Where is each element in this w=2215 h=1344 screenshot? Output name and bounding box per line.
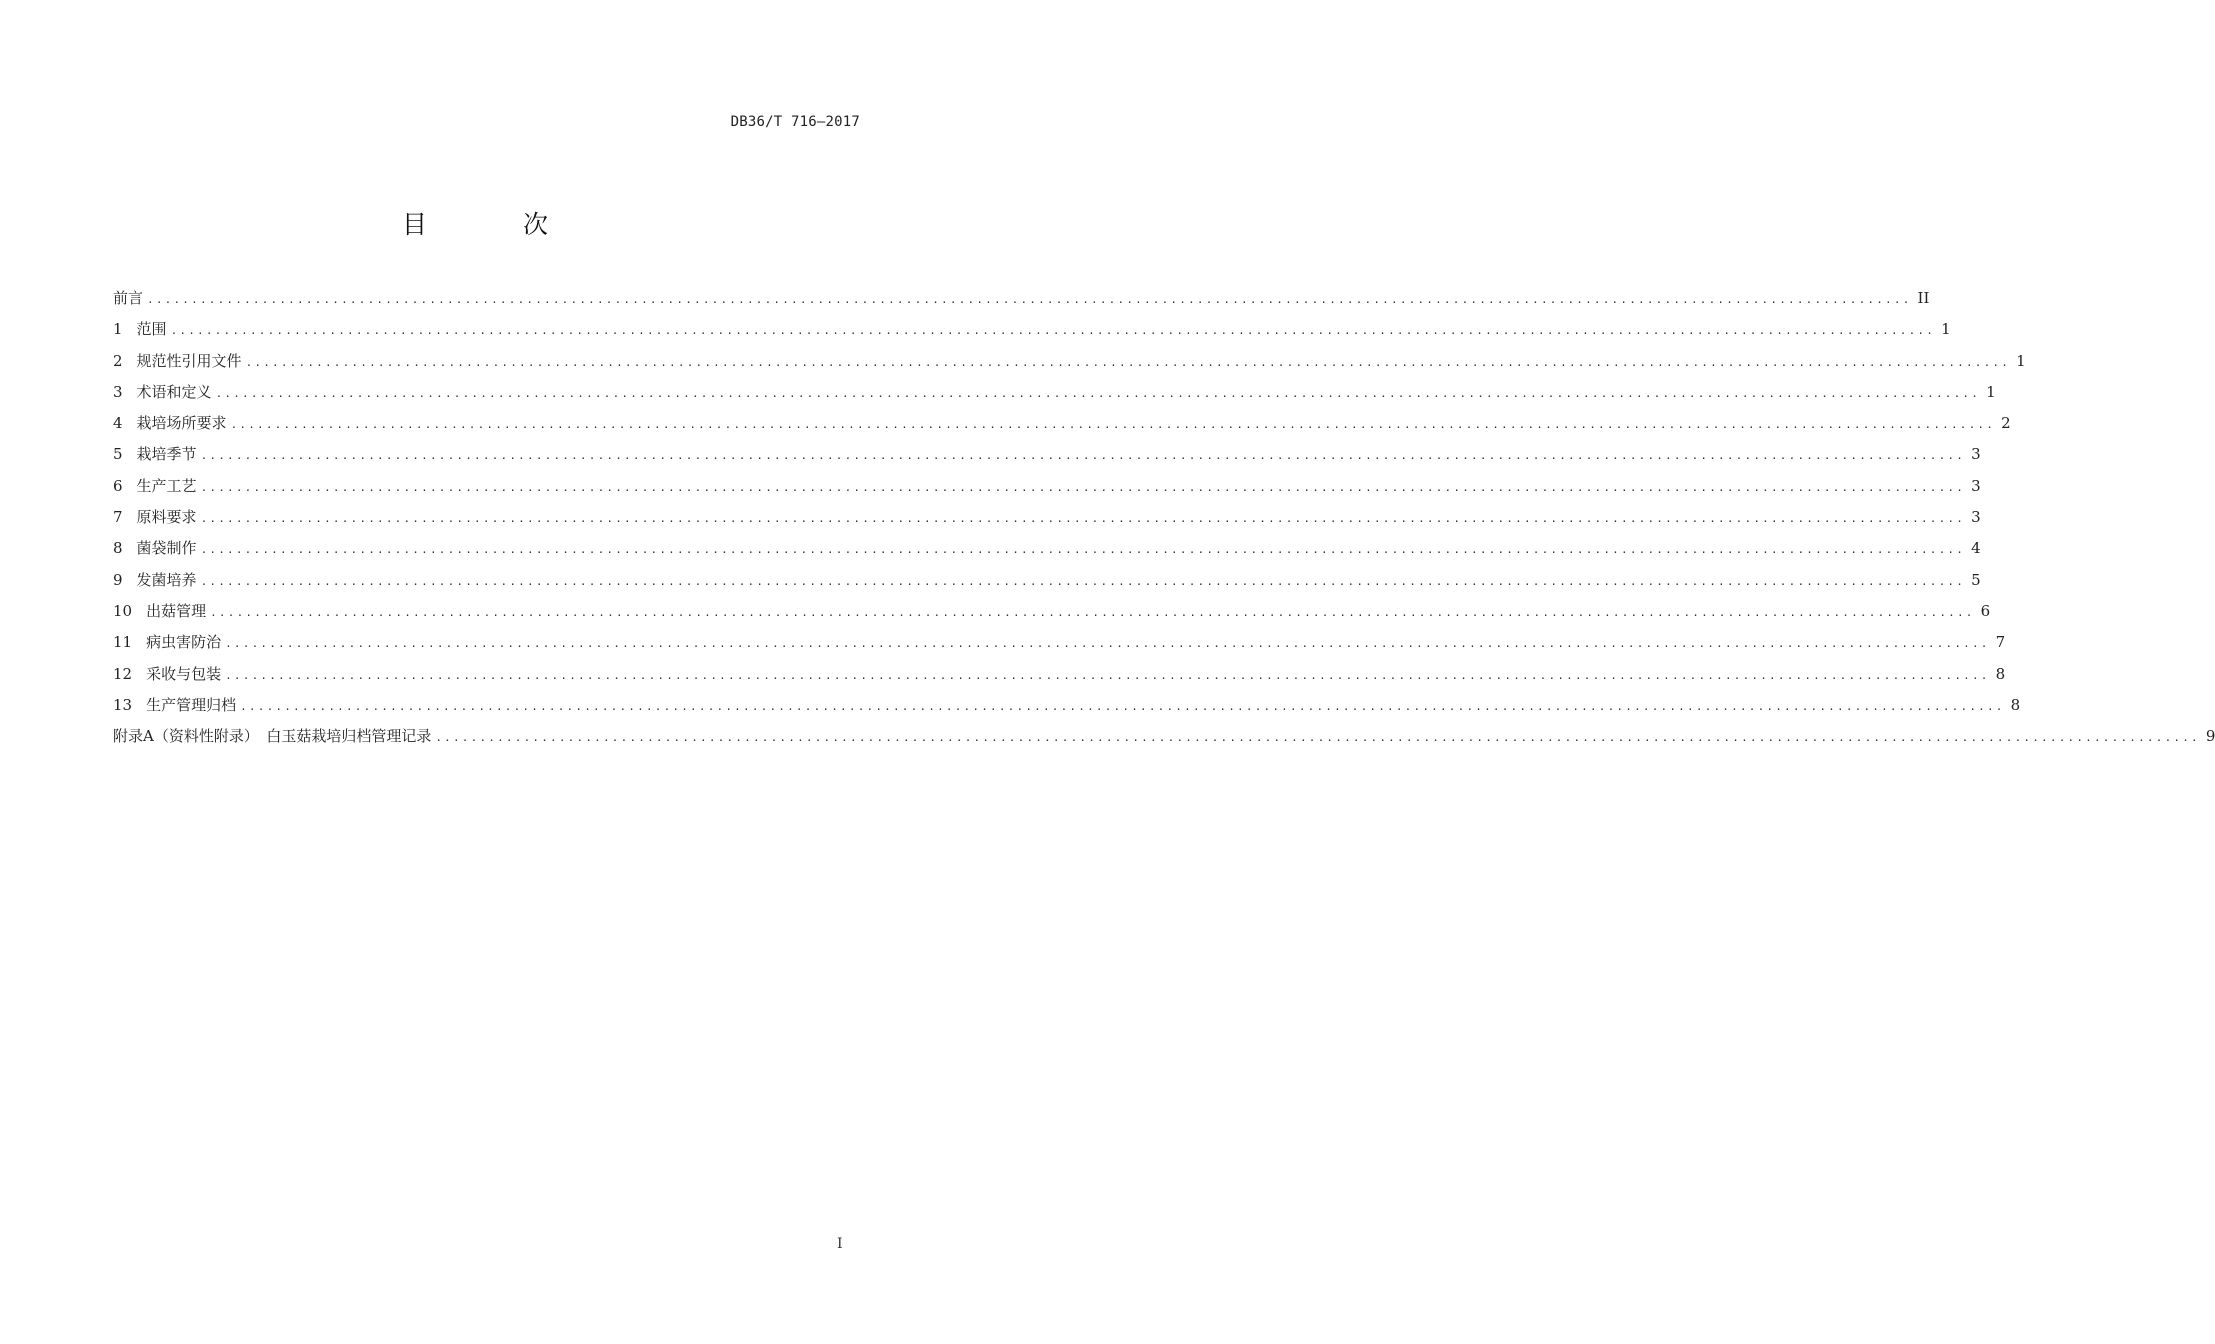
toc-entry-number: 2 — [113, 351, 123, 370]
toc-entry-page: 1 — [1941, 320, 1951, 339]
toc-entry-label: 术语和定义 — [136, 382, 212, 401]
dot-leader: ........................................................................................................................................................................................................ — [170, 324, 1936, 338]
toc-entry-label: 原料要求 — [136, 508, 197, 527]
toc-entry-number: 10 — [113, 601, 133, 620]
toc-entry-number: 6 — [113, 476, 123, 495]
toc-entry-label: 生产管理归档 — [146, 695, 237, 714]
toc-entry-label: 生产工艺 — [136, 476, 197, 495]
dot-leader: ........................................................................................................................................................................................................ — [240, 699, 2005, 713]
toc-entry-number: 3 — [113, 382, 123, 401]
toc-entry-page: II — [1917, 289, 1930, 307]
table-of-contents — [113, 286, 2215, 755]
toc-entry-page: 7 — [1995, 633, 2006, 652]
toc-entry-cultivation-season[interactable] — [113, 442, 1981, 473]
toc-entry-page: 4 — [1971, 539, 1981, 558]
dot-leader: ........................................................................................................................................................................................................ — [435, 731, 2200, 745]
toc-entry-number: 9 — [113, 570, 123, 589]
toc-entry-page: 8 — [2010, 695, 2021, 714]
toc-entry-page: 1 — [2016, 351, 2026, 370]
toc-entry-fruiting-management[interactable] — [113, 599, 1991, 630]
toc-entry-page: 8 — [1995, 664, 2006, 683]
toc-entry-page: 6 — [1980, 601, 1991, 620]
toc-entry-label: 栽培季节 — [136, 445, 197, 464]
page-number: I — [837, 1236, 843, 1252]
toc-entry-label: 范围 — [136, 320, 167, 339]
toc-entry-number: 1 — [113, 320, 123, 339]
toc-entry-page: 5 — [1971, 570, 1981, 589]
dot-leader: ........................................................................................................................................................................................................ — [200, 574, 1966, 588]
dot-leader: ........................................................................................................................................................................................................ — [200, 543, 1966, 557]
toc-entry-production-process[interactable] — [113, 474, 1981, 505]
toc-entry-page: 3 — [1971, 508, 1981, 527]
toc-entry-production-records[interactable] — [113, 693, 2021, 724]
page-title: 目 次 — [402, 210, 592, 239]
dot-leader: ........................................................................................................................................................................................................ — [200, 480, 1966, 494]
dot-leader: ........................................................................................................................................................................................................ — [245, 355, 2011, 369]
toc-entry-page: 2 — [2001, 414, 2011, 433]
dot-leader: ........................................................................................................................................................................................................ — [147, 293, 1912, 306]
dot-leader: ........................................................................................................................................................................................................ — [225, 637, 1990, 651]
toc-entry-label: 菌袋制作 — [136, 539, 197, 558]
toc-entry-harvest-packaging[interactable] — [113, 662, 2006, 693]
toc-entry-label: 出菇管理 — [146, 601, 207, 620]
toc-entry-number: 8 — [113, 539, 123, 558]
standard-code: DB36/T 716—2017 — [730, 114, 860, 130]
toc-entry-bag-making[interactable] — [113, 536, 1981, 567]
dot-leader: ........................................................................................................................................................................................................ — [225, 668, 1990, 682]
toc-entry-normative-references[interactable] — [113, 349, 2026, 380]
toc-entry-label: 采收与包装 — [146, 664, 222, 683]
toc-entry-scope[interactable] — [113, 317, 1951, 348]
toc-entry-label: 栽培场所要求 — [136, 414, 227, 433]
toc-entry-label: 病虫害防治 — [146, 633, 222, 652]
toc-entry-site-requirements[interactable] — [113, 411, 2011, 442]
toc-entry-page: 9 — [2205, 727, 2215, 746]
dot-leader: ........................................................................................................................................................................................................ — [210, 605, 1975, 619]
toc-entry-pest-control[interactable] — [113, 630, 2006, 661]
toc-entry-number: 12 — [113, 664, 133, 683]
toc-entry-spawn-running[interactable] — [113, 568, 1981, 599]
toc-entry-label: 规范性引用文件 — [136, 351, 242, 370]
dot-leader: ........................................................................................................................................................................................................ — [215, 386, 1981, 400]
toc-entry-number: 5 — [113, 445, 123, 464]
toc-entry-number: 4 — [113, 414, 123, 433]
toc-entry-label: 发菌培养 — [136, 570, 197, 589]
toc-entry-raw-materials[interactable] — [113, 505, 1981, 536]
toc-entry-terms-definitions[interactable] — [113, 380, 1996, 411]
toc-entry-page: 1 — [1986, 382, 1996, 401]
toc-entry-label: 附录A（资料性附录） 白玉菇栽培归档管理记录 — [113, 727, 432, 746]
dot-leader: ........................................................................................................................................................................................................ — [230, 418, 1996, 432]
toc-entry-foreword[interactable] — [113, 286, 1930, 317]
toc-entry-appendix-a[interactable] — [113, 724, 2215, 755]
toc-entry-page: 3 — [1971, 476, 1981, 495]
toc-entry-number: 11 — [113, 633, 133, 652]
dot-leader: ........................................................................................................................................................................................................ — [200, 512, 1966, 526]
toc-entry-page: 3 — [1971, 445, 1981, 464]
toc-entry-label: 前言 — [113, 289, 144, 307]
toc-entry-number: 7 — [113, 508, 123, 527]
dot-leader: ........................................................................................................................................................................................................ — [200, 449, 1966, 463]
toc-entry-number: 13 — [113, 695, 133, 714]
